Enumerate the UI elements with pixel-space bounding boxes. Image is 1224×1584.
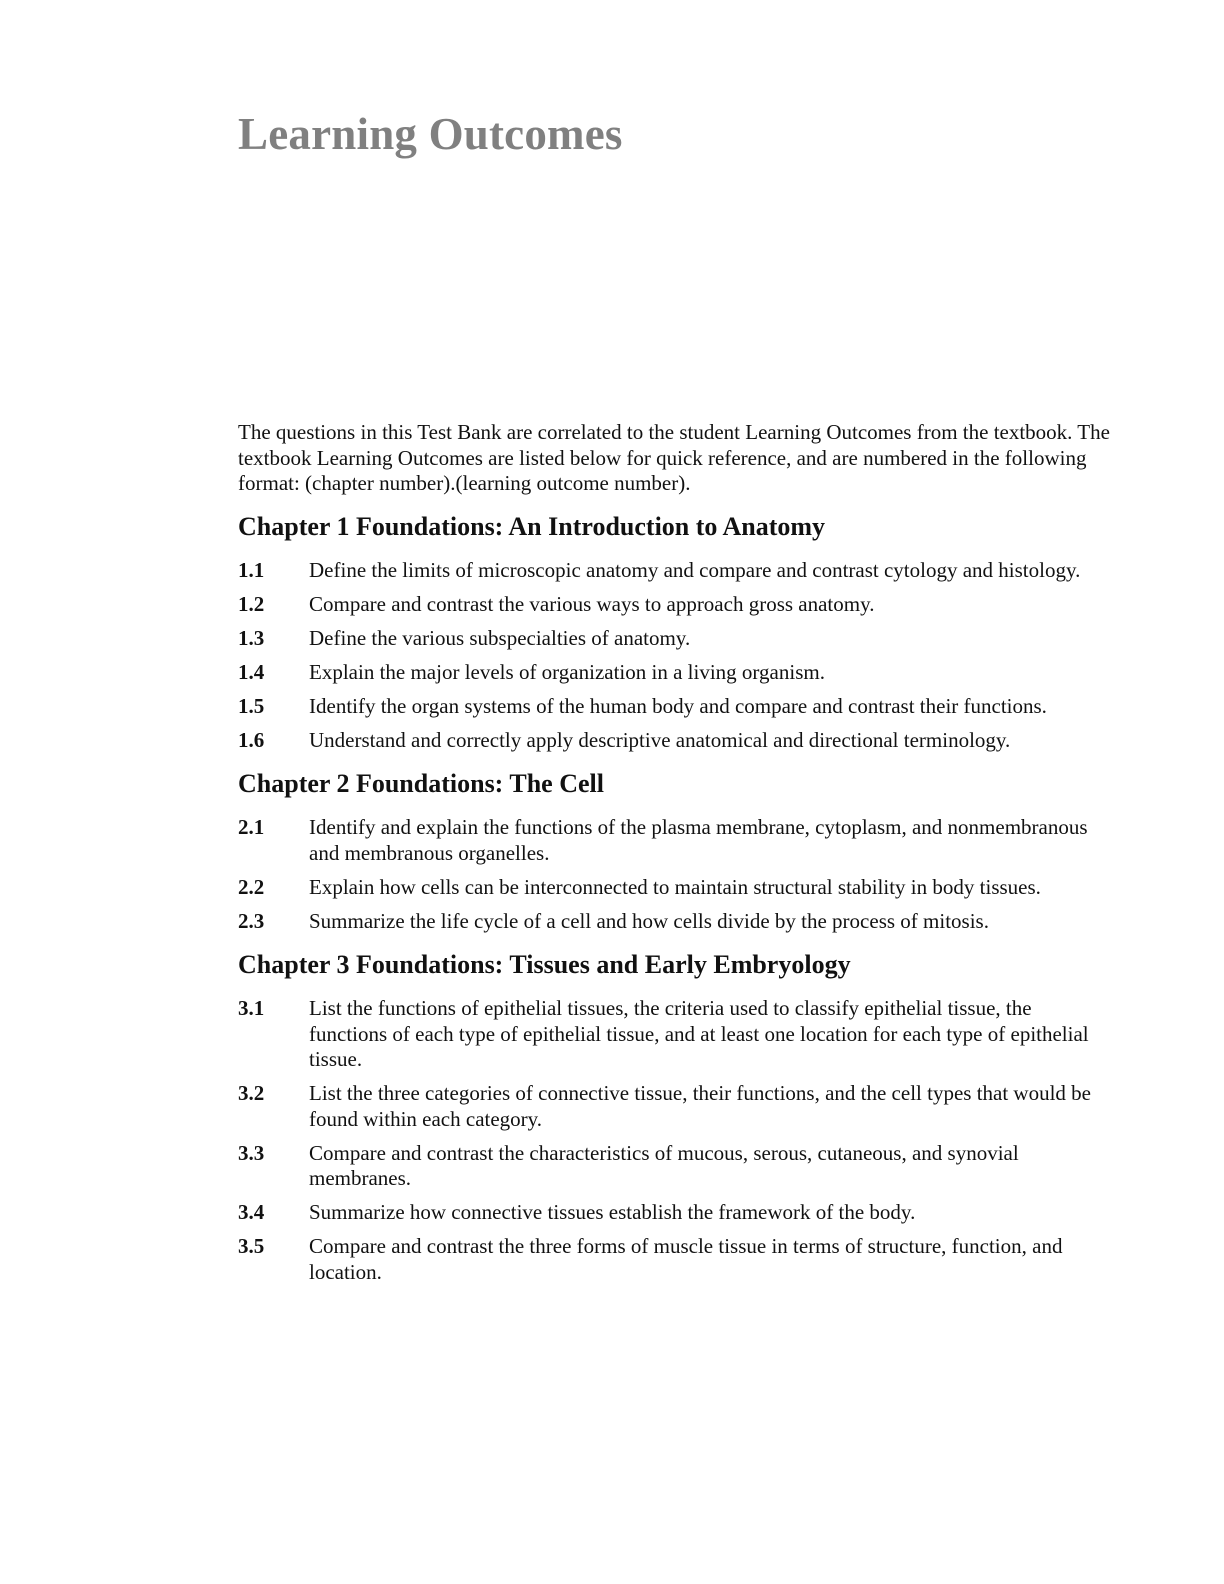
outcome-number: 2.1 [238,815,265,839]
chapter-heading: Chapter 3 Foundations: Tissues and Early Embryology [238,950,851,979]
outcome-number: 1.3 [238,625,265,650]
outcome-item [238,592,1118,618]
outcome-text: Define the limits of microscopic anatomy and compare and contrast cytology and histology. [309,557,1081,582]
outcome-item [238,626,1118,652]
outcome-text: List the functions of epithelial tissues, the criteria used to classify epithelial tissue, the functions of each type of epithelial tissue, and at least one location for each type of epithelial tissue. [309,996,1089,1071]
outcome-item [238,996,1118,1073]
outcome-item [238,1081,1118,1132]
intro-paragraph: The questions in this Test Bank are correlated to the student Learning Outcomes from the textbook. The textbook Learning Outcomes are listed below for quick reference, and are numbered in the following format: (chapter number).(learning outcome number). [238,420,1110,495]
outcome-item [238,694,1118,720]
outcome-item [238,909,1118,935]
outcome-text: Summarize how connective tissues establish the framework of the body. [309,1200,916,1224]
outcome-number: 1.5 [238,693,265,718]
outcome-text: Compare and contrast the various ways to approach gross anatomy. [309,591,875,616]
outcome-text: Explain the major levels of organization in a living organism. [309,659,825,684]
outcome-text: Summarize the life cycle of a cell and how cells divide by the process of mitosis. [309,908,989,933]
outcome-text: Compare and contrast the three forms of muscle tissue in terms of structure, function, and location. [309,1234,1063,1284]
outcome-number: 3.4 [238,1200,265,1224]
chapter-section-1 [238,511,1118,754]
outcome-text: Compare and contrast the characteristics of mucous, serous, cutaneous, and synovial membranes. [309,1140,1019,1190]
chapter-section-2 [238,768,1118,934]
document-body [238,420,1118,1300]
outcome-number: 2.3 [238,908,265,933]
outcome-list [238,996,1118,1285]
outcome-number: 3.1 [238,996,265,1020]
outcome-item [238,1234,1118,1285]
outcome-item [238,1141,1118,1192]
outcome-item [238,728,1118,754]
outcome-number: 3.3 [238,1140,265,1165]
outcome-item [238,1200,1118,1226]
page-title: Learning Outcomes [238,109,623,159]
outcome-number: 3.5 [238,1234,265,1258]
outcome-number: 2.2 [238,874,265,899]
outcome-text: Explain how cells can be interconnected to maintain structural stability in body tissues. [309,874,1041,899]
outcome-list [238,815,1118,934]
outcome-text: List the three categories of connective tissue, their functions, and the cell types that would be found within each category. [309,1081,1092,1131]
outcome-text: Identify and explain the functions of the plasma membrane, cytoplasm, and nonmembranous and membranous organelles. [309,815,1088,865]
chapter-heading: Chapter 2 Foundations: The Cell [238,769,604,798]
outcome-item [238,815,1118,866]
chapter-heading: Chapter 1 Foundations: An Introduction to Anatomy [238,511,826,541]
outcome-number: 1.6 [238,727,265,752]
outcome-list [238,558,1118,754]
outcome-number: 3.2 [238,1081,265,1105]
outcome-number: 1.2 [238,591,265,616]
outcome-item [238,875,1118,901]
outcome-item [238,558,1118,584]
chapter-section-3 [238,949,1118,1285]
outcome-text: Understand and correctly apply descriptive anatomical and directional terminology. [309,727,1011,752]
outcome-text: Define the various subspecialties of anatomy. [309,625,691,650]
outcome-text: Identify the organ systems of the human body and compare and contrast their functions. [309,693,1047,718]
outcome-number: 1.4 [238,659,265,684]
outcome-number: 1.1 [238,557,265,582]
outcome-item [238,660,1118,686]
